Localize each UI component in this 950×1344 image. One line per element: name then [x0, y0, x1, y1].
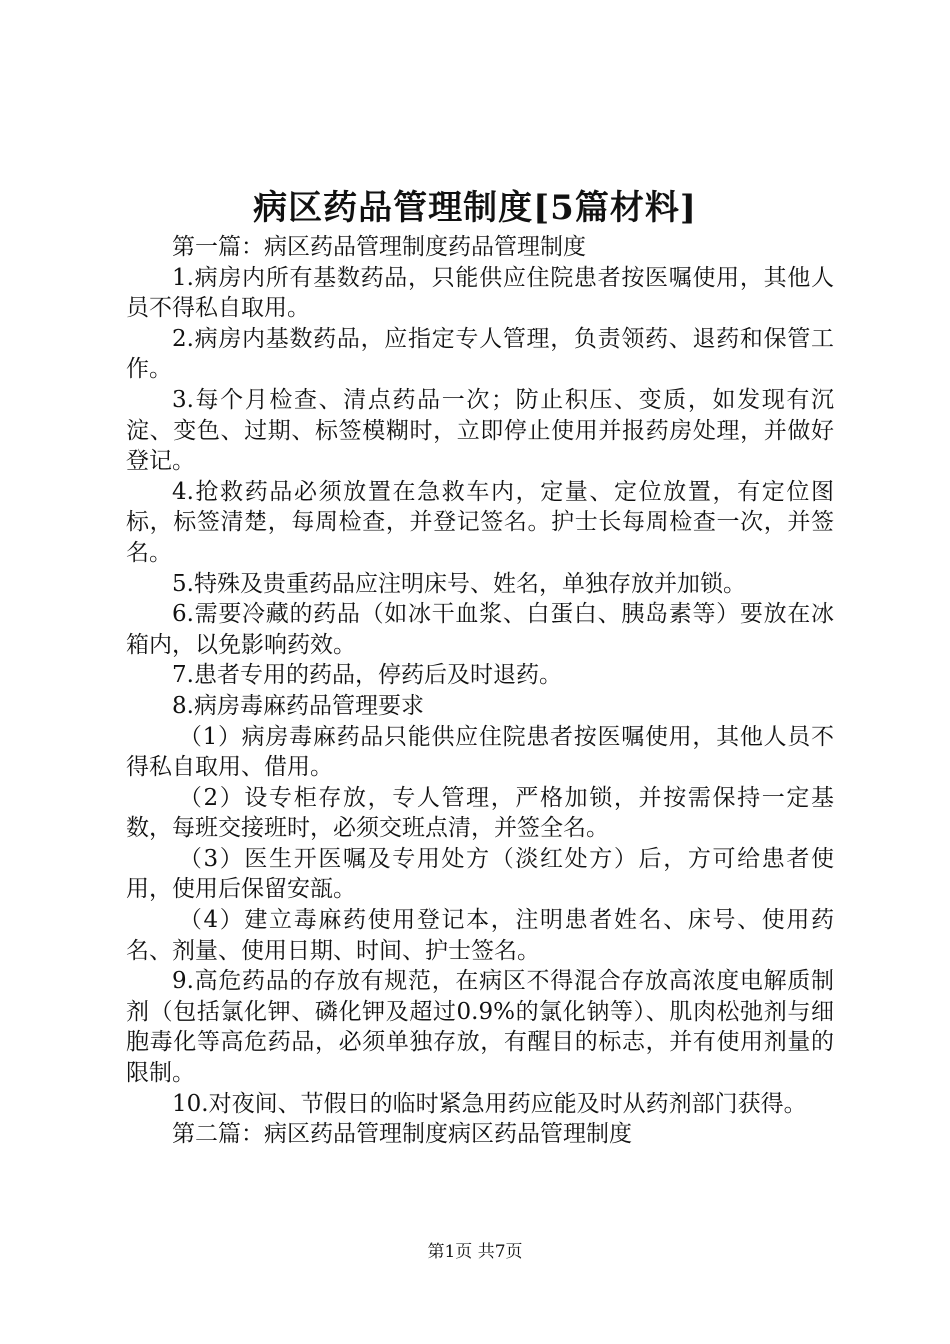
page-footer: 第1页 共7页 — [427, 1242, 523, 1262]
paragraph-item-4: 4.抢救药品必须放置在急救车内，定量、定位放置，有定位图标，标签清楚，每周检查，并登记签名。护士长每周检查一次，并签名。 — [126, 478, 834, 566]
paragraph-item-7: 7.患者专用的药品，停药后及时退药。 — [172, 662, 562, 689]
paragraph-item-1: 1.病房内所有基数药品，只能供应住院患者按医嘱使用，其他人员不得私自取用。 — [126, 264, 834, 322]
document-title: 病区药品管理制度[5篇材料] — [253, 188, 697, 228]
paragraph-subitem-2: （2）设专柜存放，专人管理，严格加锁，并按需保持一定基数，每班交接班时，必须交班点清，并签全名。 — [126, 784, 834, 842]
paragraph-item-5: 5.特殊及贵重药品应注明床号、姓名，单独存放并加锁。 — [172, 570, 746, 597]
paragraph-subitem-4: （4）建立毒麻药使用登记本，注明患者姓名、床号、使用药名、剂量、使用日期、时间、护士签名。 — [126, 907, 834, 964]
paragraph-item-6: 6.需要冷藏的药品（如冰干血浆、白蛋白、胰岛素等）要放在冰箱内，以免影响药效。 — [126, 601, 834, 658]
section-heading-1: 第一篇：病区药品管理制度药品管理制度 — [172, 234, 586, 260]
paragraph-subitem-3: （3）医生开医嘱及专用处方（淡红处方）后，方可给患者使用，使用后保留安瓿。 — [126, 845, 834, 903]
paragraph-item-3: 3.每个月检查、清点药品一次；防止积压、变质，如发现有沉淀、变色、过期、标签模糊时，立即停止使用并报药房处理，并做好登记。 — [126, 386, 834, 475]
paragraph-subitem-1: （1）病房毒麻药品只能供应住院患者按医嘱使用，其他人员不得私自取用、借用。 — [126, 723, 834, 781]
paragraph-item-9: 9.高危药品的存放有规范，在病区不得混合存放高浓度电解质制剂（包括氯化钾、磷化钾及超过0.9%的氯化钠等）、肌肉松弛剂与细胞毒化等高危药品，必须单独存放，有醒目的标志，并有使用剂量的限制。 — [126, 968, 834, 1087]
paragraph-item-8: 8.病房毒麻药品管理要求 — [172, 692, 424, 719]
paragraph-item-10: 10.对夜间、节假日的临时紧急用药应能及时从药剂部门获得。 — [172, 1090, 807, 1117]
section-heading-2: 第二篇：病区药品管理制度病区药品管理制度 — [172, 1121, 632, 1148]
paragraph-item-2: 2.病房内基数药品，应指定专人管理，负责领药、退药和保管工作。 — [126, 325, 834, 383]
document-body — [126, 232, 834, 1150]
